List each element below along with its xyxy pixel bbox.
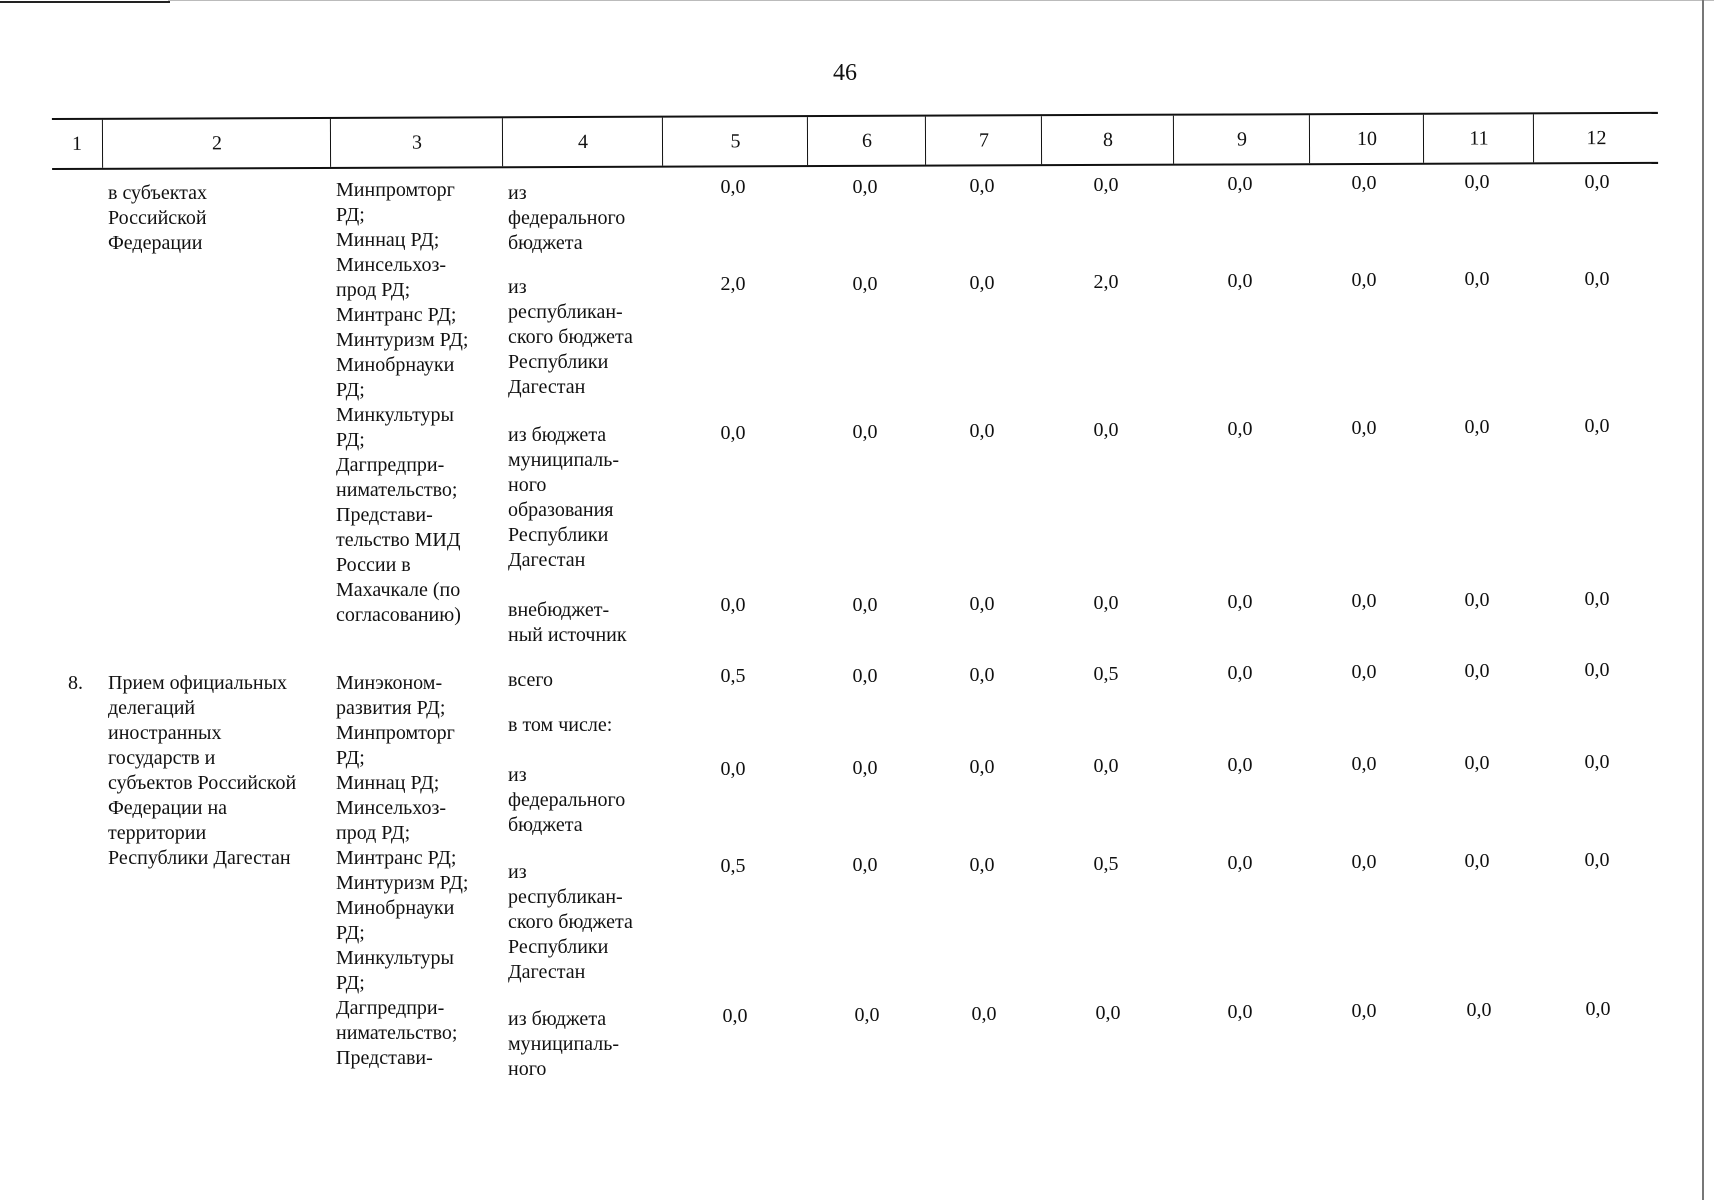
row8-number: 8. xyxy=(68,672,83,694)
row7-src2-col9: 0,0 xyxy=(1227,418,1253,440)
row8-src1-col6: 0,0 xyxy=(852,854,878,876)
row7-src2-col5: 0,0 xyxy=(720,422,746,444)
right-edge-rule xyxy=(1702,0,1704,1200)
row8-total-col12: 0,0 xyxy=(1584,659,1610,681)
header-col-12: 12 xyxy=(1533,114,1659,162)
row8-src0-col6: 0,0 xyxy=(852,757,878,779)
row8-description: Прием официальных делегаций иностранных государств и субъектов Российской Федерации на территории Республики Дагестан xyxy=(108,672,297,869)
header-col-10: 10 xyxy=(1309,115,1424,163)
row8-src0-col12: 0,0 xyxy=(1584,751,1610,773)
row8-src2-col11: 0,0 xyxy=(1466,999,1492,1021)
row7-src1-col12: 0,0 xyxy=(1584,268,1610,290)
row7-src0-col7: 0,0 xyxy=(969,175,995,197)
row7-src0-col11: 0,0 xyxy=(1464,171,1490,193)
row8-src2-col7: 0,0 xyxy=(971,1003,997,1025)
row8-total-col7: 0,0 xyxy=(969,664,995,686)
header-col-6: 6 xyxy=(807,117,926,165)
row8-source-label: из бюджета муниципаль- ного xyxy=(508,1008,619,1080)
row8-src1-col10: 0,0 xyxy=(1351,851,1377,873)
row7-src0-col5: 0,0 xyxy=(720,176,746,198)
row7-src0-col9: 0,0 xyxy=(1227,173,1253,195)
header-col-3: 3 xyxy=(330,118,503,167)
row7-src3-col7: 0,0 xyxy=(969,593,995,615)
row7-src3-col8: 0,0 xyxy=(1093,592,1119,614)
header-col-1: 1 xyxy=(71,132,83,155)
row8-src1-col8: 0,5 xyxy=(1093,853,1119,875)
row8-src0-col5: 0,0 xyxy=(720,758,746,780)
row7-src3-col5: 0,0 xyxy=(720,594,746,616)
row7-src2-col7: 0,0 xyxy=(969,420,995,442)
row8-src0-col9: 0,0 xyxy=(1227,754,1253,776)
top-edge-rule-light xyxy=(168,0,1714,1)
header-col-4: 4 xyxy=(502,118,663,167)
row7-src3-col10: 0,0 xyxy=(1351,590,1377,612)
row8-source-label: из федерального бюджета xyxy=(508,764,626,836)
row7-src1-col9: 0,0 xyxy=(1227,270,1253,292)
row8-src2-col6: 0,0 xyxy=(854,1004,880,1026)
row8-src2-col12: 0,0 xyxy=(1585,998,1611,1020)
row8-src2-col10: 0,0 xyxy=(1351,1000,1377,1022)
top-edge-rule xyxy=(0,1,170,3)
row7-src0-col8: 0,0 xyxy=(1093,174,1119,196)
row8-src1-col7: 0,0 xyxy=(969,854,995,876)
row7-src3-col12: 0,0 xyxy=(1584,588,1610,610)
row8-src0-col7: 0,0 xyxy=(969,756,995,778)
row8-src1-col12: 0,0 xyxy=(1584,849,1610,871)
row7-src3-col9: 0,0 xyxy=(1227,591,1253,613)
row8-including-label: в том числе: xyxy=(508,714,613,736)
row7-source-label: из бюджета муниципаль- ного образования Республики Дагестан xyxy=(508,424,619,571)
row8-total-label: всего xyxy=(508,669,554,691)
row7-src1-col10: 0,0 xyxy=(1351,269,1377,291)
row7-executors: Минпромторг РД; Миннац РД; Минсельхоз- прод РД; Минтранс РД; Минтуризм РД; Минобрнауки РД; Минкультуры РД; Дагпредпри- нимательство; Представи- тельство МИД России в Махачкале (по согласованию) xyxy=(336,179,469,626)
row7-src3-col6: 0,0 xyxy=(852,594,878,616)
row8-total-col8: 0,5 xyxy=(1093,663,1119,685)
row7-src2-col8: 0,0 xyxy=(1093,419,1119,441)
row7-src2-col11: 0,0 xyxy=(1464,416,1490,438)
header-col-5: 5 xyxy=(662,117,808,166)
row7-description: в субъектах Российской Федерации xyxy=(108,182,208,254)
row8-src1-col9: 0,0 xyxy=(1227,852,1253,874)
row8-src2-col9: 0,0 xyxy=(1227,1001,1253,1023)
row7-src2-col12: 0,0 xyxy=(1584,415,1610,437)
row8-total-col10: 0,0 xyxy=(1351,661,1377,683)
row7-source-label: внебюджет- ный источник xyxy=(508,599,627,646)
row7-src1-col6: 0,0 xyxy=(852,273,878,295)
row7-src2-col10: 0,0 xyxy=(1351,417,1377,439)
row8-src2-col5: 0,0 xyxy=(722,1005,748,1027)
header-col-7: 7 xyxy=(925,116,1042,164)
header-col-2: 2 xyxy=(102,119,331,168)
row7-src0-col6: 0,0 xyxy=(852,176,878,198)
row7-src1-col7: 0,0 xyxy=(969,272,995,294)
row8-source-label: из республикан- ского бюджета Республики Дагестан xyxy=(508,861,633,983)
page-number: 46 xyxy=(833,60,857,86)
header-col-8: 8 xyxy=(1041,116,1174,165)
row8-src0-col10: 0,0 xyxy=(1351,753,1377,775)
row8-total-col6: 0,0 xyxy=(852,665,878,687)
row7-src3-col11: 0,0 xyxy=(1464,589,1490,611)
row8-src2-col8: 0,0 xyxy=(1095,1002,1121,1024)
row8-total-col9: 0,0 xyxy=(1227,662,1253,684)
row7-src1-col8: 2,0 xyxy=(1093,271,1119,293)
header-col-11: 11 xyxy=(1423,114,1534,162)
row7-src1-col11: 0,0 xyxy=(1464,268,1490,290)
row7-source-label: из федерального бюджета xyxy=(508,182,626,254)
row7-src2-col6: 0,0 xyxy=(852,421,878,443)
row7-source-label: из республикан- ского бюджета Республики Дагестан xyxy=(508,276,633,398)
row7-src1-col5: 2,0 xyxy=(720,273,746,295)
row8-executors: Минэконом- развития РД; Минпромторг РД; Миннац РД; Минсельхоз- прод РД; Минтранс РД; Минтуризм РД; Минобрнауки РД; Минкультуры РД; Дагпредпри- нимательство; Представи- xyxy=(336,672,469,1069)
row8-src0-col11: 0,0 xyxy=(1464,752,1490,774)
row7-src0-col12: 0,0 xyxy=(1584,171,1610,193)
table-header-row xyxy=(52,112,1658,170)
row8-total-col5: 0,5 xyxy=(720,665,746,687)
row8-total-col11: 0,0 xyxy=(1464,660,1490,682)
row8-src0-col8: 0,0 xyxy=(1093,755,1119,777)
row7-src0-col10: 0,0 xyxy=(1351,172,1377,194)
row8-src1-col11: 0,0 xyxy=(1464,850,1490,872)
header-col-9: 9 xyxy=(1173,115,1310,164)
row8-src1-col5: 0,5 xyxy=(720,855,746,877)
